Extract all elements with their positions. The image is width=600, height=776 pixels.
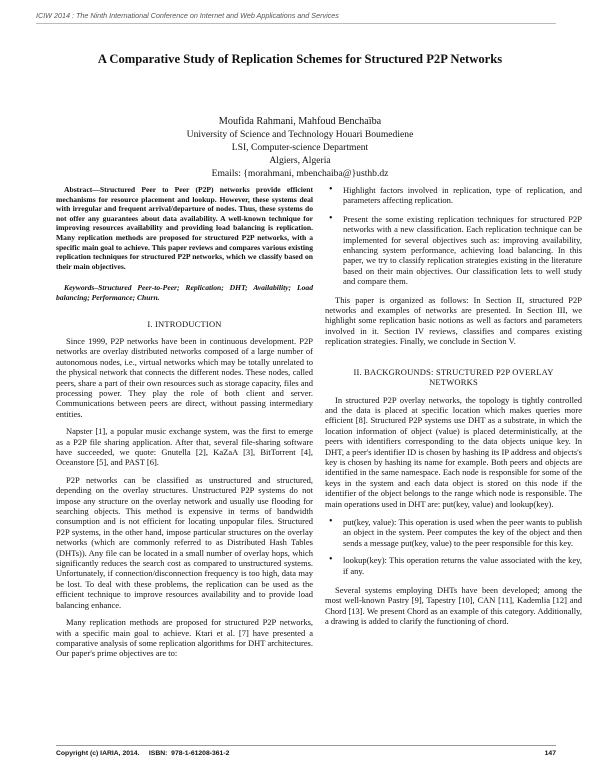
section-1-heading: I. INTRODUCTION bbox=[147, 318, 222, 329]
intro-paragraph-2: Napster [1], a popular music exchange system, was the first to emerge as a P2P file sharing application. After that, several file-sharing software have succeeded, we quote: Gnutella [2], KaZaA [3], BitTorrent [4], Oceanstore [5], and PAST [6]. bbox=[56, 426, 313, 468]
author-emails: Emails: {morahmani, mbenchaiba@}usthb.dz bbox=[211, 168, 389, 179]
objective-item: • Highlight factors involved in replication, type of replication, and parameters affecting replication. bbox=[325, 185, 582, 206]
background-paragraph-2: Several systems employing DHTs have been developed; among the most well-known Pastry [9], Tapestry [10], CAN [11], Kademlia [12] and Chord [13]. We present Chord as an example of this category. Additionally, a drawing is added to clarify the functioning of chord. bbox=[325, 585, 582, 627]
author-names: Moufida Rahmani, Mahfoud Benchaïba bbox=[218, 116, 382, 127]
author-affiliation-1: University of Science and Technology Houari Boumediene bbox=[186, 129, 414, 140]
operation-item: • put(key, value): This operation is used when the peer wants to publish an object in the system. Peer computes the key of the object and then sends a message put(key, value) to the peer responsible for this key. bbox=[325, 517, 582, 548]
header-rule bbox=[36, 23, 556, 24]
objective-item: • Present the some existing replication techniques for structured P2P networks with a new classification. Each replication technique can be implemented for several objectives such as: improving availability, enhancing system performance, achieving load balancing. In this paper, we try to classify replication strategies existing in the literature based on their main objectives. Our classification lets to well study and compare them. bbox=[325, 214, 582, 287]
section-2-heading-line-2: NETWORKS bbox=[429, 377, 478, 388]
intro-paragraph-4: Many replication methods are proposed for structured P2P networks, with a specific main goal to achieve. Ktari et al. [7] have presented a comparative analysis of some replication algorithms for DHT architectures. Our paper's prime objectives are to: bbox=[56, 617, 313, 659]
page-number: 147 bbox=[544, 750, 556, 757]
right-column bbox=[325, 185, 582, 627]
left-column bbox=[56, 185, 313, 659]
paper-title: A Comparative Study of Replication Schemes for Structured P2P Networks bbox=[97, 52, 503, 66]
operation-item: • lookup(key): This operation returns the value associated with the key, if any. bbox=[325, 555, 582, 576]
footer-rule bbox=[56, 745, 556, 746]
intro-paragraph-1: Since 1999, P2P networks have been in continuous development. P2P networks are overlay distributed networks composed of a large number of autonomous nodes, i.e., virtual networks which may be totally unrelated to the physical network that connects the different nodes. These nodes, called peers, share a part of their own resources such as storage capacity, files and processing power. They play the role of both client and server. Communications between peers are direct, without passing intermediary entities. bbox=[56, 335, 313, 419]
section-2-heading: II. BACKGROUNDS: STRUCTURED P2P OVERLAY bbox=[353, 366, 554, 377]
author-affiliation-2: LSI, Computer-science Department bbox=[231, 142, 369, 153]
author-location: Algiers, Algeria bbox=[269, 155, 331, 166]
dht-operations-list bbox=[325, 517, 582, 576]
conference-header: ICIW 2014 : The Ninth International Conference on Internet and Web Applications and Services bbox=[36, 11, 339, 20]
objectives-list bbox=[325, 185, 582, 287]
organization-paragraph: This paper is organized as follows: In Section II, structured P2P networks and examples of networks are presented. In Section III, we highlight some replication basic notions as well as factors and parameters involved in it. Section IV reviews, classifies and compares existing replication strategies. Finally, we conclude in Section V. bbox=[325, 294, 582, 347]
intro-paragraph-3: P2P networks can be classified as unstructured and structured, depending on the overlay structures. Unstructured P2P systems do not impose any structure on the overlay network and usually use flooding for searching objects. This method is expensive in terms of bandwidth consumption and is not efficient for locating unpopular files. Structured P2P systems, in the other hand, impose particular structures on the overlay networks (which are commonly referred to as Distributed Hash Tables (DHTs)). Any file can be located in a small number of overlay hops, which significantly reduces the search cost as compared to unstructured systems. Unfortunately, if connection/disconnection frequency is too high, data may be lost. To deal with these problems, the replication can be used as the efficient technique to improve resources availability and to provide load balancing enhance. bbox=[56, 474, 313, 610]
abstract: Abstract—Structured Peer to Peer (P2P) networks provide efficient mechanisms for resource placement and lookup. However, these systems deal with irregular and frequent arrival/departure of nodes. Thus, these systems do not offer any guarantees about data availability. A well-known technique for improving resources availability and providing load balancing is replication. Many replication methods are proposed for structured P2P networks, with a specific main goal to achieve. This paper reviews and compares various existing replication techniques for structured P2P networks, which we classify based on their main objectives. bbox=[56, 185, 313, 271]
author-block bbox=[0, 115, 600, 180]
keywords: Keywords–Structured Peer-to-Peer; Replication; DHT; Availability; Load balancing; Performance; Churn. bbox=[56, 283, 313, 302]
background-paragraph-1: In structured P2P overlay networks, the topology is tightly controlled and the data is placed at specific location which makes queries more efficient [8]. Structured P2P systems use DHT as a substrate, in which the location information of object (value) is placed deterministically, at the peers with identifiers corresponding to the data objects unique key. In DHT, a peer's identifier ID is chosen by hashing its IP address and objects's key is chosen by hashing its name for example. Both peers and objects are identified in the same namespace. Each node is responsible for some of the keys in the system and each data object is stored on this node if the identifier of the object belongs to the range which node is responsible. The main operations used in DHT are: put(key, value) and lookup(key). bbox=[325, 394, 582, 509]
footer-copyright: Copyright (c) IARIA, 2014. ISBN: 978-1-61208-361-2 bbox=[56, 750, 230, 757]
